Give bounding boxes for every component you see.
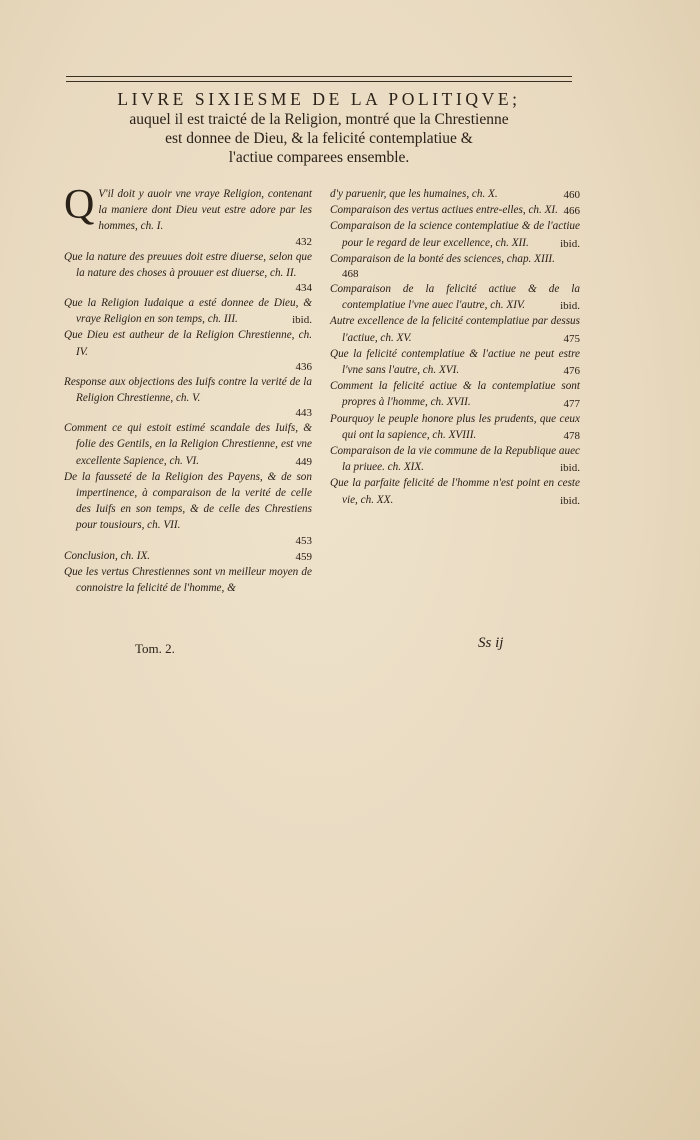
toc-entry (64, 564, 312, 596)
toc-entry-page: 434 (295, 282, 312, 295)
toc-entry-page: ibid. (292, 314, 312, 327)
toc-left-column (64, 182, 312, 596)
toc-entry (64, 295, 312, 327)
toc-entry-text: Comparaison de la felicité actiue & de la contemplatiue l'vne auec l'autre, ch. XIV. (330, 283, 580, 312)
subtitle-line-1: auquel il est traicté de la Religion, montré que la Chrestienne (129, 111, 509, 128)
toc-entry-text: d'y paruenir, que les humaines, ch. X. (330, 188, 498, 200)
toc-entry (64, 182, 312, 249)
toc-entry (330, 411, 580, 443)
toc-entry-text: Que les vertus Chrestiennes sont vn meilleur moyen de connoistre la felicité de l'homme, & (64, 565, 312, 595)
toc-entry-page: ibid. (560, 300, 580, 313)
toc-entry-page: ibid. (560, 462, 580, 475)
signature-mark: Ss ij (478, 635, 504, 651)
toc-entry-text: Response aux objections des Iuifs contre la verité de la Religion Chrestienne, ch. V. (64, 375, 312, 405)
drop-cap: Q (64, 182, 95, 228)
toc-entry-text: Comparaison de la bonté des sciences, chap. XIII. (330, 252, 555, 265)
toc-entry (330, 313, 580, 345)
chapter-heading (66, 88, 572, 167)
toc-entry-page: 478 (563, 430, 580, 443)
toc-entry-page: 432 (295, 235, 312, 248)
toc-entry-text: Autre excellence de la felicité contemplatiue par dessus l'actiue, ch. XV. (330, 315, 580, 344)
toc-entry (64, 327, 312, 373)
toc-entry-page: 468 (342, 268, 359, 281)
header-rule-top (66, 76, 572, 77)
toc-entry-text: Comment la felicité actiue & la contemplatiue sont propres à l'homme, ch. XVII. (330, 380, 580, 409)
toc-entry-page: 466 (563, 205, 580, 218)
toc-right-column (330, 186, 580, 508)
toc-entry-text: Que Dieu est autheur de la Religion Chrestienne, ch. IV. (64, 329, 312, 358)
toc-entry (64, 469, 312, 548)
toc-entry (64, 374, 312, 420)
subtitle-line-2: est donnee de Dieu, & la felicité contemplatiue & (165, 130, 473, 147)
toc-entry (330, 218, 580, 250)
toc-entry (330, 202, 580, 218)
toc-entry-page: ibid. (560, 494, 580, 507)
toc-entry-text: Que la nature des preuues doit estre diuerse, selon que la nature des choses à prouuer est diuerse, ch. II. (64, 250, 312, 279)
toc-entry-page: 459 (295, 550, 312, 563)
toc-entry-text: Que la felicité contemplatiue & l'actiue ne peut estre l'vne sans l'autre, ch. XVI. (330, 347, 580, 377)
tome-label: Tom. 2. (135, 641, 175, 656)
toc-entry (330, 475, 580, 507)
toc-entry-page: 475 (563, 332, 580, 345)
toc-entry-page: 476 (563, 365, 580, 378)
toc-entry-page: 453 (295, 534, 312, 547)
toc-entry-text: Conclusion, ch. IX. (64, 549, 151, 562)
book-title: LIVRE SIXIESME DE LA POLITIQVE; (117, 89, 521, 109)
toc-entry (330, 378, 580, 410)
toc-entry-text: Comparaison des vertus actiues entre-elles, ch. XI. (330, 204, 558, 217)
toc-entry (330, 186, 580, 202)
toc-entry-text: De la fausseté de la Religion des Payens, & de son impertinence, à comparaison de la verité de celle des Iuifs en son temps, & de celle des Chrestiens pour tousiours, ch. VII. (64, 470, 312, 532)
toc-entry-text: Comparaison de la vie commune de la Republique auec la priuee. ch. XIX. (330, 445, 580, 474)
toc-entry-page: 460 (563, 189, 580, 202)
subtitle-line-3: l'actiue comparees ensemble. (228, 149, 410, 166)
toc-entry (330, 281, 580, 313)
toc-entry-text: Comparaison de la science contemplatiue & de l'actiue pour le regard de leur excellence, ch. XII. (330, 220, 580, 249)
toc-entry (330, 443, 580, 475)
toc-entry-page: 436 (295, 360, 312, 373)
toc-entry-text: Que la parfaite felicité de l'homme n'est point en ceste vie, ch. XX. (330, 477, 580, 506)
toc-entry-page: 443 (295, 407, 312, 420)
toc-entry (64, 420, 312, 469)
toc-entry (330, 251, 580, 281)
toc-entry (64, 548, 312, 564)
toc-entry-text: V'il doit y auoir vne vraye Religion, contenant la maniere dont Dieu veut estre adore par les hommes, ch. I. (98, 188, 312, 233)
toc-entry-page: ibid. (560, 237, 580, 250)
toc-entry (64, 249, 312, 295)
header-rule-bottom (66, 81, 572, 82)
toc-entry (330, 346, 580, 378)
toc-entry-text: Pourquoy le peuple honore plus les prudents, que ceux qui ont la sapience, ch. XVIII. (330, 412, 580, 441)
toc-entry-page: 449 (295, 455, 312, 468)
toc-entry-text: Comment ce qui estoit estimé scandale des Iuifs, & folie des Gentils, en la Religion Chrestienne, est vne excellente Sapience, ch. VI. (64, 422, 312, 467)
toc-entry-text: Que la Religion Iudaique a esté donnee de Dieu, & vraye Religion en son temps, ch. III. (64, 297, 312, 326)
toc-entry-page: 477 (563, 397, 580, 410)
